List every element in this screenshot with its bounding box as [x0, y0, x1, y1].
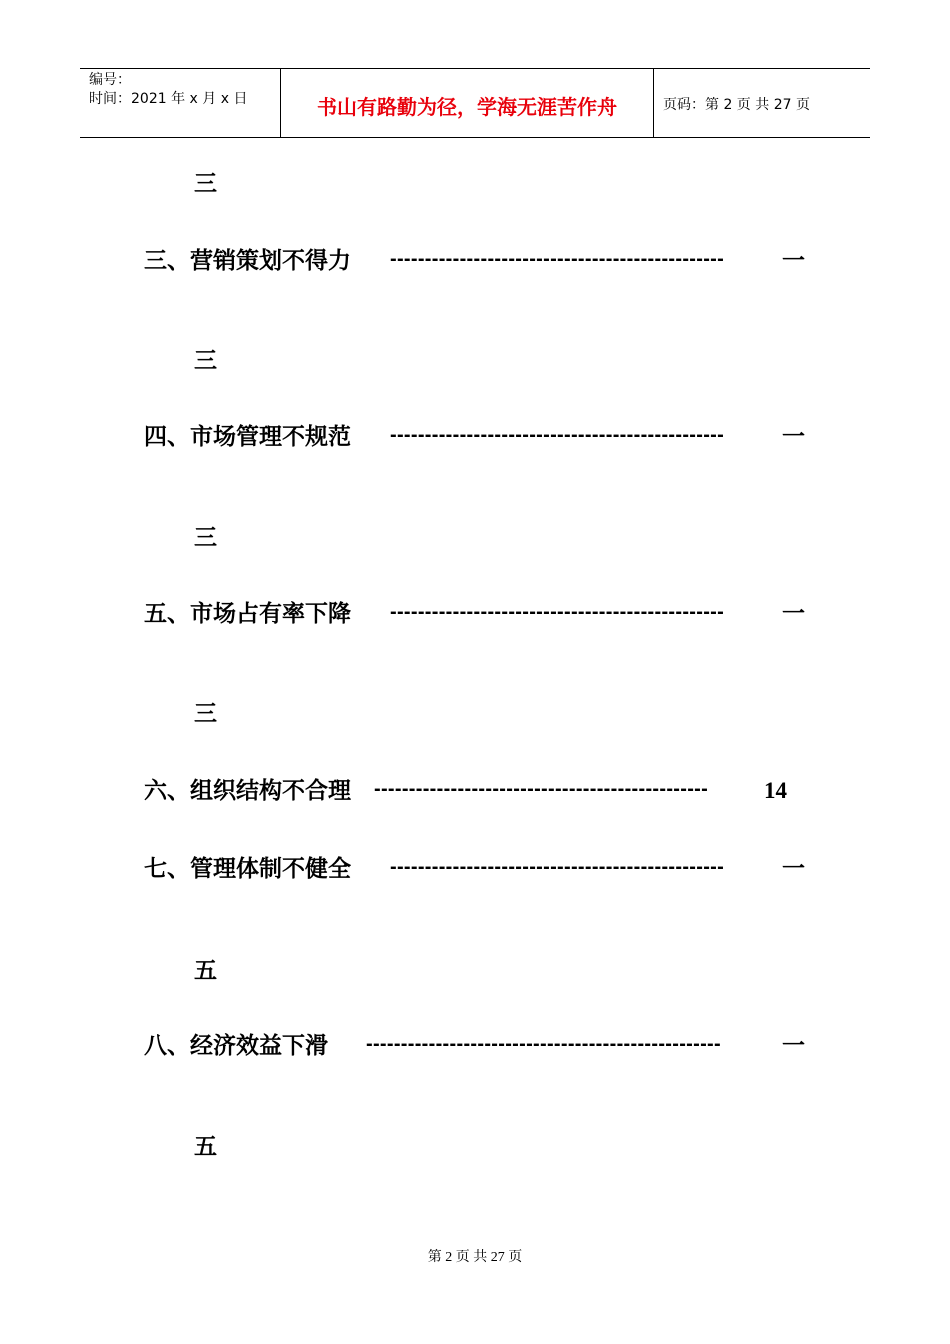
header-motto — [281, 69, 654, 137]
page-header — [80, 68, 870, 138]
toc-leader: ------------------------------------------------ — [390, 856, 725, 878]
toc-entry-title: 三、营销策划不得力 — [144, 247, 351, 274]
toc-continuation: 三 — [194, 347, 217, 374]
toc-leader: --------------------------------------------------- — [366, 1033, 721, 1055]
toc-continuation: 三 — [194, 700, 217, 727]
time-label: 时间：2021 年 x 月 x 日 — [89, 91, 248, 107]
toc-entry[interactable] — [144, 853, 844, 885]
toc-entry[interactable] — [144, 245, 844, 277]
toc-entry[interactable] — [144, 1030, 844, 1062]
toc-page-number: 一 — [782, 247, 805, 274]
toc-continuation: 五 — [194, 1133, 217, 1160]
toc-page-number: 一 — [782, 1032, 805, 1059]
header-meta — [80, 69, 281, 137]
page-footer — [0, 1246, 950, 1266]
header-page — [654, 69, 870, 137]
number-label: 编号： — [89, 72, 131, 88]
toc-page-number: 14 — [764, 778, 787, 803]
toc-continuation: 五 — [194, 957, 217, 984]
toc-page-number: 一 — [782, 855, 805, 882]
toc-entry-title: 六、组织结构不合理 — [144, 777, 351, 804]
toc-page-number: 一 — [782, 600, 805, 627]
footer-page-text: 第 2 页 共 27 页 — [427, 1250, 523, 1265]
toc-entry[interactable] — [144, 598, 844, 630]
motto-text: 书山有路勤为径，学海无涯苦作舟 — [317, 94, 617, 119]
toc-entry-title: 七、管理体制不健全 — [144, 855, 351, 882]
toc-entry[interactable] — [144, 421, 844, 453]
toc-leader: ------------------------------------------------ — [390, 424, 725, 446]
toc-leader: ------------------------------------------------ — [374, 778, 709, 800]
toc-entry-title: 四、市场管理不规范 — [144, 423, 351, 450]
toc-page-number: 一 — [782, 423, 805, 450]
toc-continuation: 三 — [194, 170, 217, 197]
page-label: 页码：第 2 页 共 27 页 — [663, 97, 810, 113]
toc-leader: ------------------------------------------------ — [390, 248, 725, 270]
toc-entry-title: 八、经济效益下滑 — [144, 1032, 328, 1059]
toc-entry-title: 五、市场占有率下降 — [144, 600, 351, 627]
toc-entry[interactable] — [144, 775, 844, 807]
toc-leader: ------------------------------------------------ — [390, 601, 725, 623]
toc-continuation: 三 — [194, 524, 217, 551]
